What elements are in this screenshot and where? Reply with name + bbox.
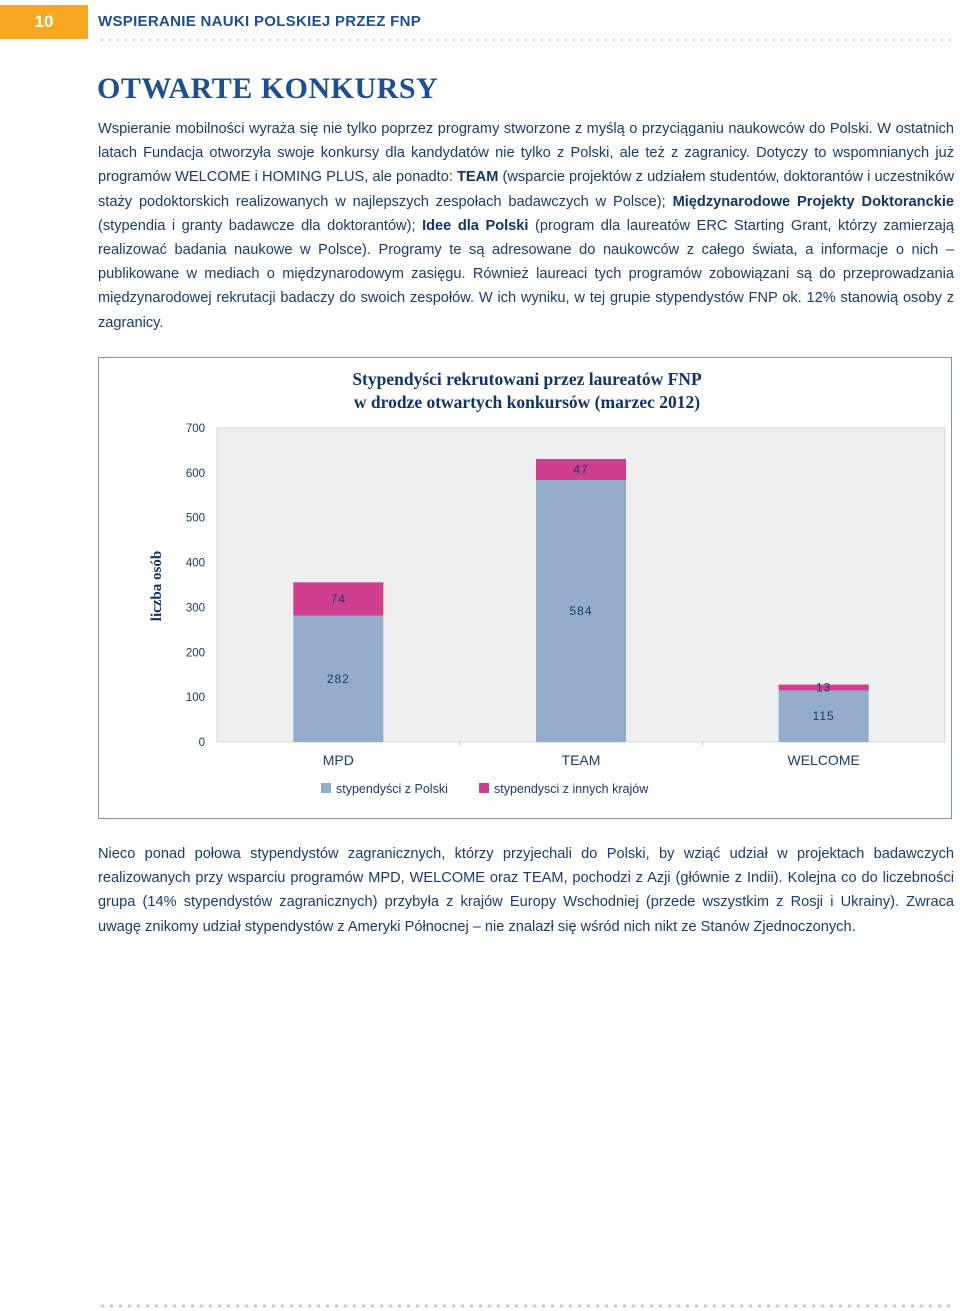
data-label: 74 <box>330 591 347 606</box>
chart-title-line-1: Stypendyści rekrutowani przez laureatów FNP <box>352 369 702 389</box>
page-title: OTWARTE KONKURSY <box>97 72 439 105</box>
page-number: 10 <box>0 5 88 39</box>
intro-text-2: (wsparcie projektów z udziałem studentów, doktorantów i uczestników staży podoktorskich realizowanych w najlepszych zespołach badawczych w Polsce); <box>98 169 954 210</box>
y-tick-label: 500 <box>185 512 205 525</box>
y-tick-label: 600 <box>185 467 205 480</box>
data-label: 282 <box>326 671 350 686</box>
program-idee-name: Idee dla Polski <box>422 217 529 234</box>
page-header <box>0 0 960 44</box>
chart-title-line-2: w drodze otwartych konkursów (marzec 2012) <box>353 392 701 412</box>
dotted-divider <box>98 39 954 41</box>
y-tick-label: 200 <box>185 647 205 660</box>
stacked-bar-chart <box>99 358 953 820</box>
intro-text-3: (stypendia i granty badawcze dla doktorantów); <box>98 217 423 234</box>
intro-paragraph <box>98 117 954 335</box>
legend-label-1: stypendyści z Polski <box>336 782 448 796</box>
y-tick-label: 700 <box>185 423 205 435</box>
intro-text-1: Wspieranie mobilności wyraża się nie tylko poprzez programy stworzone z myślą o przyciąganiu naukowców do Polski. W ostatnich latach Fundacja otworzyła swoje konkursy dla kandydatów nie tylko z Polski, ale też z zagranicy. Dotyczy to wspomnianych już programów WELCOME i HOMING PLUS, ale ponadto: <box>98 121 954 186</box>
x-tick-label: TEAM <box>561 752 601 768</box>
intro-text-4: (program dla laureatów ERC Starting Grant, którzy zamierzają realizować badania naukowe w Polsce). Programy te są adresowane do naukowców z całego świata, a informacje o nich – publikowane w mediach o międzynarodowym zasięgu. Również laureaci tych programów zobowiązani są do przeprowadzania międzynarodowej rekrutacji badaczy do swoich zespołów. W ich wyniku, w tej grupie stypendystów FNP ok. 12% stanowią osoby z zagranicy. <box>98 217 954 331</box>
program-mpd-name: Międzynarodowe Projekty Doktoranckie <box>672 193 954 210</box>
program-team-name: TEAM <box>457 169 499 186</box>
y-tick-label: 100 <box>185 692 205 705</box>
data-label: 115 <box>812 709 835 724</box>
x-tick-label: MPD <box>322 752 354 768</box>
closing-paragraph: Nieco ponad połowa stypendystów zagranicznych, którzy przyjechali do Polski, by wziąć udział w projektach badawczych realizowanych przy wsparciu programów MPD, WELCOME oraz TEAM, pochodzi z Azji (głównie z Indii). Kolejna co do liczebności grupa (14% stypendystów zagranicznych) przybyła z krajów Europy Wschodniej (przede wszystkim z Rosji i Ukrainy). Zwraca uwagę znikomy udział stypendystów z Ameryki Północnej – nie znalazł się wśród nich nikt ze Stanów Zjednoczonych. <box>98 846 954 935</box>
chart-frame <box>98 357 952 819</box>
y-axis-label: liczba osób <box>149 550 165 622</box>
legend-label-2: stypendysci z innych krajów <box>494 782 649 796</box>
y-tick-label: 300 <box>185 602 205 615</box>
footer-dotted-divider <box>98 1304 954 1308</box>
legend-swatch-1 <box>321 783 331 793</box>
data-label: 47 <box>573 462 589 477</box>
data-label: 13 <box>815 680 832 695</box>
x-tick-label: WELCOME <box>787 752 860 768</box>
y-tick-label: 0 <box>198 737 205 749</box>
legend-swatch-2 <box>479 783 489 793</box>
section-title: WSPIERANIE NAUKI POLSKIEJ PRZEZ FNP <box>98 13 422 30</box>
y-tick-label: 400 <box>185 557 205 570</box>
data-label: 584 <box>569 604 593 619</box>
